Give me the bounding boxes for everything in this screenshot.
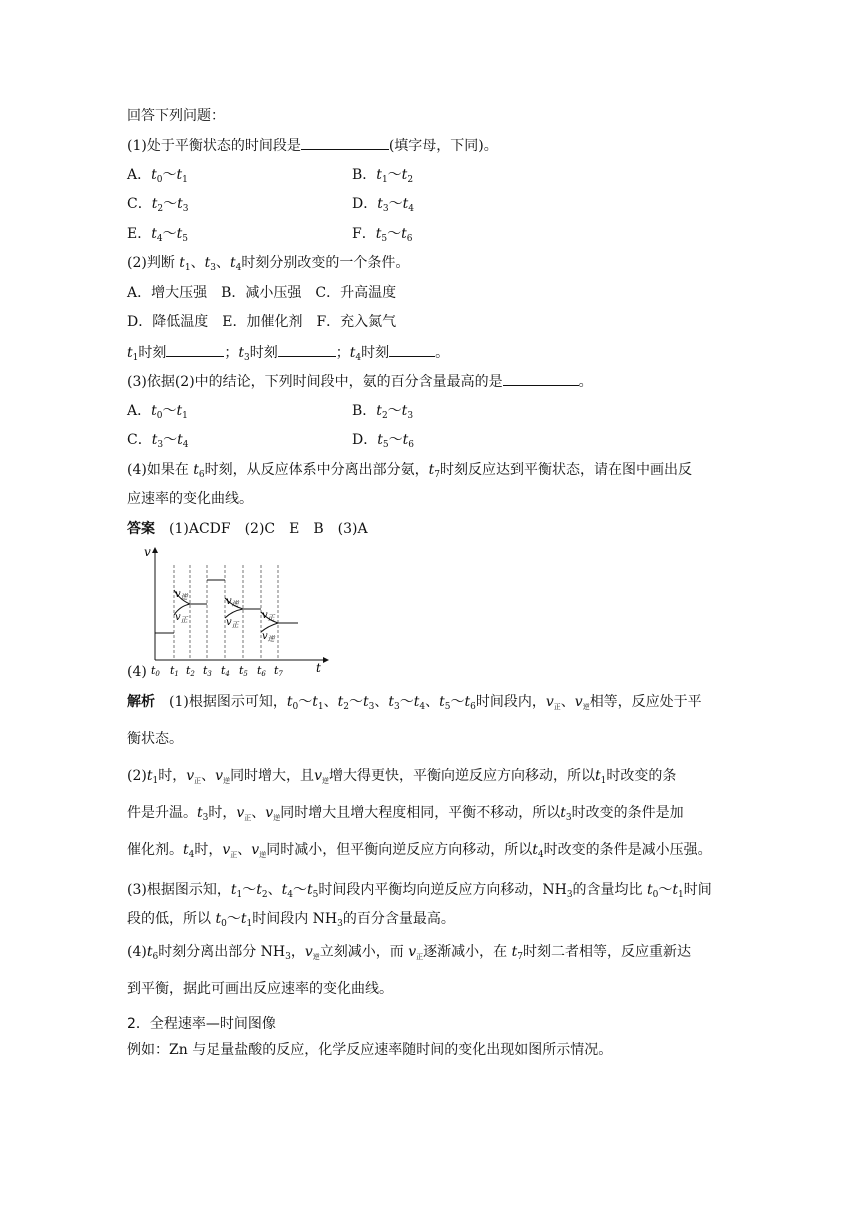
x-axis-label: t <box>316 661 321 675</box>
analysis-p1: 解析 (1)根据图示可知，$t_0\sim t_1$、$t_2\sim t_3$、$t_3\sim t_4$、$t_5\sim t_6$时间段内，$v_正$、$v_逆$相等，反应处于平 <box>127 694 702 712</box>
section-2-example: 例如：Zn 与足量盐酸的反应，化学反应速率随时间的变化出现如图所示情况。 <box>127 1042 613 1058</box>
analysis-p1-cont: 衡状态。 <box>127 731 183 747</box>
q1-option-f: F．$t_5\sim t_6$ <box>352 226 413 244</box>
q2-answer-line: $t_1$时刻 ；$t_3$时刻 ；$t_4$时刻 。 <box>127 342 449 368</box>
q3-option-b: B．$t_2\sim t_3$ <box>352 403 414 421</box>
tick-t1: t1 <box>170 664 179 678</box>
question-4-cont: 应速率的变化曲线。 <box>127 491 253 507</box>
rate-time-graph <box>140 540 340 680</box>
question-2: (2)判断 $t_1$、$t_3$、$t_4$时刻分别改变的一个条件。 <box>127 255 410 273</box>
q1-option-d: D．$t_3\sim t_4$ <box>352 196 414 214</box>
analysis-p4-l2: 到平衡，据此可画出反应速率的变化曲线。 <box>127 981 393 997</box>
label-v-forward-2: $v_正$ <box>226 617 239 629</box>
analysis-p2-l2: 件是升温。$t_3$时，$v_正$、$v_逆$同时增大且增大程度相同，平衡不移动，所以$t_3$时改变的条件是加 <box>127 805 684 823</box>
label-v-inverse-3: $v_逆$ <box>262 631 275 643</box>
analysis-p4-l1: $(4)t_6$时刻分离出部分 $NH_3$，$v_逆$立刻减小，而 $v_正$逐渐减小，在 $t_7$时刻二者相等，反应重新达 <box>127 944 691 962</box>
analysis-p3-l2: 段的低，所以 $t_0\sim t_1$时间段内 $NH_3$的百分含量最高。 <box>127 911 455 929</box>
q3-option-d: D．$t_5\sim t_6$ <box>352 432 414 450</box>
question-3: (3)依据(2)中的结论，下列时间段中，氨的百分含量最高的是 。 <box>127 371 593 392</box>
q1-option-b: B．$t_1\sim t_2$ <box>352 167 414 185</box>
analysis-p2-l3: 催化剂。$t_4$时，$v_正$、$v_逆$同时减小，但平衡向逆反应方向移动，所以$t_4$时改变的条件是减小压强。 <box>127 842 712 860</box>
intro-text: 回答下列问题： <box>127 108 225 124</box>
q3-option-c: C．$t_3\sim t_4$ <box>127 432 189 450</box>
analysis-p2-l1: $(2)t_1$时，$v_正$、$v_逆$同时增大，且$v_逆$增大得更快，平衡向逆反应方向移动，所以$t_1$时改变的条 <box>127 768 677 786</box>
tick-t7: t7 <box>274 664 283 678</box>
tick-t0: t0 <box>151 664 160 678</box>
q1-option-c: C．$t_2\sim t_3$ <box>127 196 189 214</box>
tick-t3: t3 <box>203 664 212 678</box>
question-1: (1)处于平衡状态的时间段是 (填字母，下同)。 <box>127 135 498 156</box>
label-v-inverse-1: $v_逆$ <box>175 589 188 601</box>
q2-options-row-1: A．增大压强 B．减小压强 C．升高温度 <box>127 285 397 301</box>
q1-option-a: A．$t_0\sim t_1$ <box>127 167 188 185</box>
label-v-inverse-2: $v_逆$ <box>226 596 239 608</box>
q2-options-row-2: D．降低温度 E．加催化剂 F．充入氮气 <box>127 314 397 330</box>
label-v-forward-3: $v_正$ <box>262 610 275 622</box>
analysis-p3-l1: (3)根据图示知，$t_1\sim t_2$、$t_4\sim t_5$时间段内平衡均向逆反应方向移动，$NH_3$的含量均比 $t_0\sim t_1$时间 <box>127 882 712 900</box>
tick-t2: t2 <box>186 664 195 678</box>
tick-t5: t5 <box>239 664 248 678</box>
y-axis-label: v <box>144 545 151 559</box>
figure-label: (4) <box>127 664 147 680</box>
q3-option-a: A．$t_0\sim t_1$ <box>127 403 188 421</box>
answer-blank <box>301 135 389 150</box>
question-4: (4)如果在 $t_6$时刻，从反应体系中分离出部分氨，$t_7$时刻反应达到平衡状态，请在图中画出反 <box>127 462 693 480</box>
tick-t4: t4 <box>221 664 230 678</box>
section-2-title: 2．全程速率—时间图像 <box>127 1016 276 1032</box>
tick-t6: t6 <box>257 664 266 678</box>
q1-option-e: E．$t_4\sim t_5$ <box>127 226 188 244</box>
label-v-forward-1: $v_正$ <box>175 612 188 624</box>
answer-line: 答案 (1)ACDF (2)C E B (3)A <box>127 521 368 537</box>
